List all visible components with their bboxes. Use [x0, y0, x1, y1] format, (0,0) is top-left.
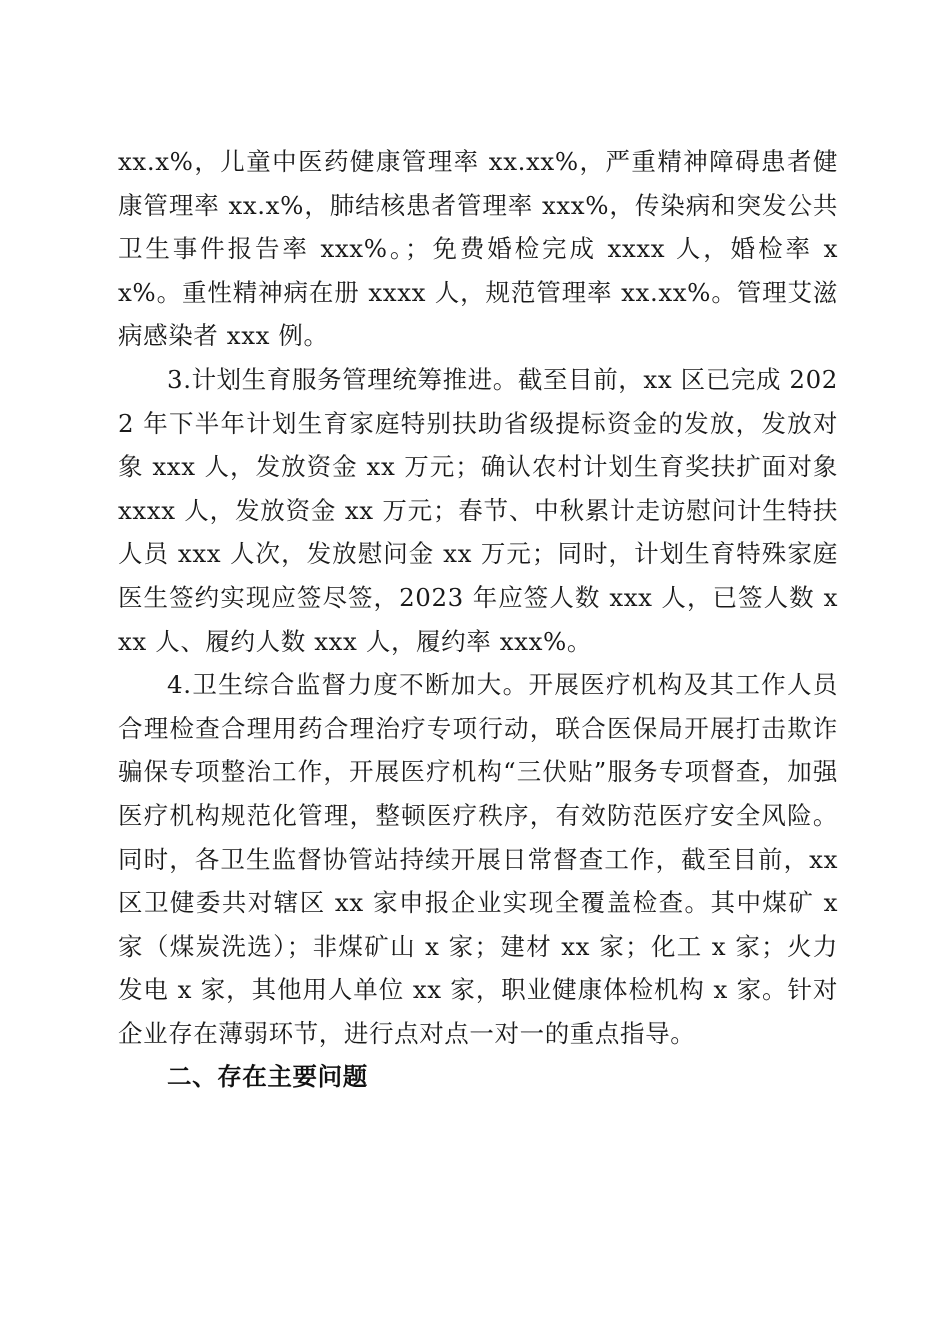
paragraph-health-supervision: 4.卫生综合监督力度不断加大。开展医疗机构及其工作人员合理检查合理用药合理治疗专项行动，联合医保局开展打击欺诈骗保专项整治工作，开展医疗机构“三伏贴”服务专项督查，加强医疗机构规范化管理，整顿医疗秩序，有效防范医疗安全风险。同时，各卫生监督协管站持续开展日常督查工作，截至目前，xx 区卫健委共对辖区 xx 家申报企业实现全覆盖检查。其中煤矿 x 家（煤炭洗选）；非煤矿山 x 家；建材 xx 家；化工 x 家；火力发电 x 家，其他用人单位 xx 家，职业健康体检机构 x 家。针对企业存在薄弱环节，进行点对点一对一的重点指导。 — [118, 670, 838, 1048]
paragraph-family-planning: 3.计划生育服务管理统筹推进。截至目前，xx 区已完成 2022 年下半年计划生育家庭特别扶助省级提标资金的发放，发放对象 xxx 人，发放资金 xx 万元；确认农村计划生育奖扶扩面对象 xxxx 人，发放资金 xx 万元；春节、中秋累计走访慰问计生特扶人员 xxx 人次，发放慰问金 xx 万元；同时，计划生育特殊家庭医生签约实现应签尽签，2023 年应签人数 xxx 人，已签人数 xxx 人、履约人数 xxx 人，履约率 xxx%。 — [118, 364, 838, 656]
paragraph-health-management-rates: xx.x%，儿童中医药健康管理率 xx.xx%，严重精神障碍患者健康管理率 xx.x%，肺结核患者管理率 xxx%，传染病和突发公共卫生事件报告率 xxx%。；免费婚检完成 xxxx 人，婚检率 xx%。重性精神病在册 xxxx 人，规范管理率 xx.xx%。管理艾滋病感染者 xxx 例。 — [118, 147, 838, 351]
document-body — [118, 140, 838, 1099]
section-heading-main-problems: 二、存在主要问题 — [167, 1062, 368, 1092]
